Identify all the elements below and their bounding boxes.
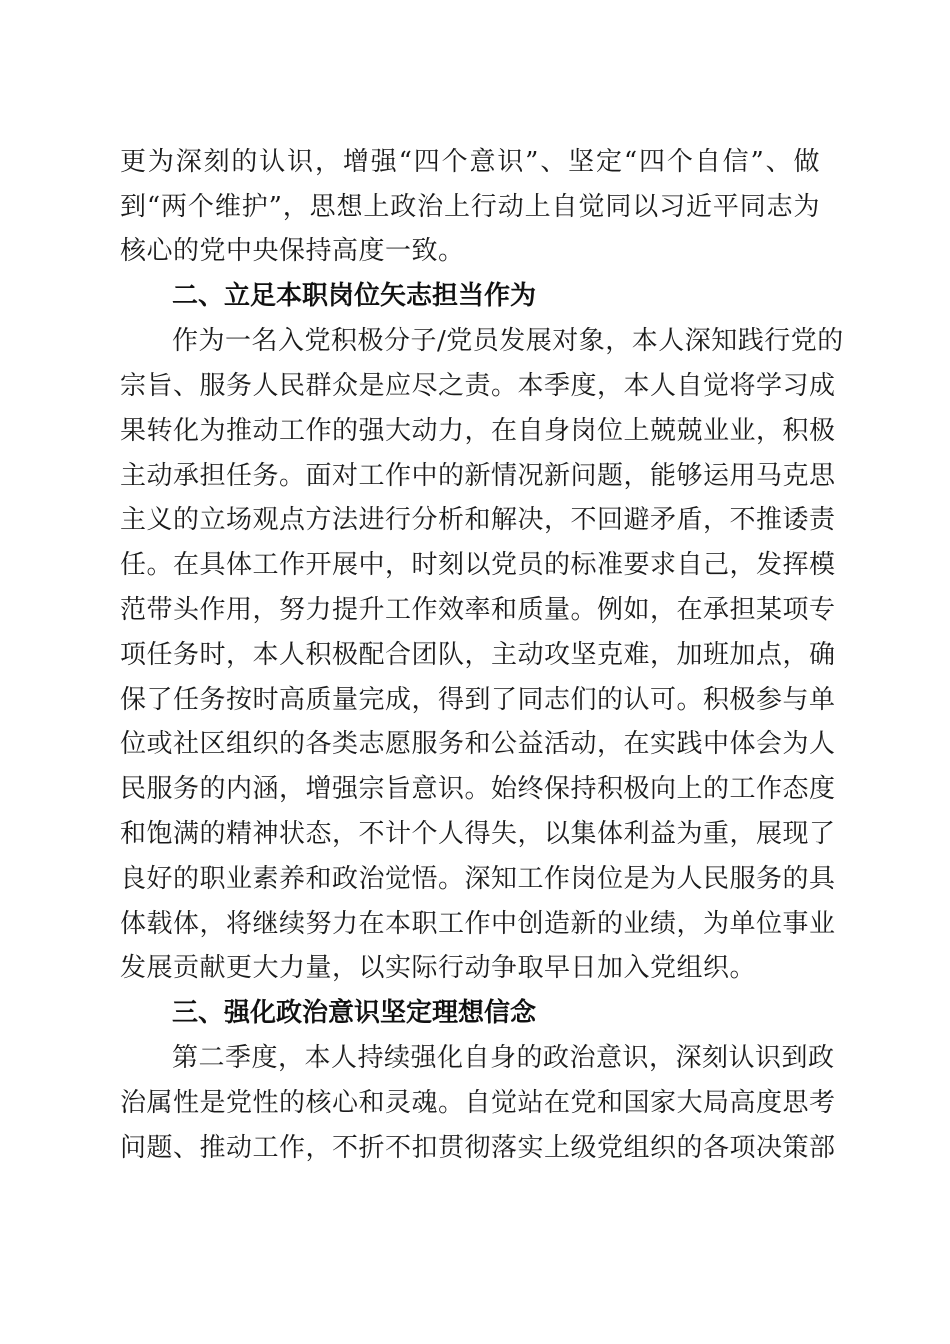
section2-line-6: 任。在具体工作开展中，时刻以党员的标准要求自己，发挥模: [120, 550, 836, 580]
section3-line-3: 问题、推动工作，不折不扣贯彻落实上级党组织的各项决策部: [120, 1133, 836, 1163]
section3-line-2: 治属性是党性的核心和灵魂。自觉站在党和国家大局高度思考: [120, 1088, 836, 1118]
intro-line-3: 核心的党中央保持高度一致。: [120, 236, 465, 266]
section2-line-12: 和饱满的精神状态，不计个人得失，以集体利益为重，展现了: [120, 819, 836, 849]
section2-line-1: 作为一名入党积极分子/党员发展对象，本人深知践行党的: [172, 326, 844, 356]
section2-line-3: 果转化为推动工作的强大动力，在自身岗位上兢兢业业，积极: [120, 416, 836, 446]
section2-line-15: 发展贡献更大力量，以实际行动争取早日加入党组织。: [120, 953, 757, 983]
section2-line-4: 主动承担任务。面对工作中的新情况新问题，能够运用马克思: [120, 461, 836, 491]
intro-line-2: 到“两个维护”，思想上政治上行动上自觉同以习近平同志为: [120, 192, 820, 222]
section-heading-3: 三、强化政治意识坚定理想信念: [172, 998, 537, 1028]
section2-line-13: 良好的职业素养和政治觉悟。深知工作岗位是为人民服务的具: [120, 864, 836, 894]
section2-line-14: 体载体，将继续努力在本职工作中创造新的业绩，为单位事业: [120, 909, 836, 939]
section2-line-5: 主义的立场观点方法进行分析和解决，不回避矛盾，不推诿责: [120, 505, 836, 535]
section3-line-1: 第二季度，本人持续强化自身的政治意识，深刻认识到政: [172, 1043, 835, 1073]
intro-line-1: 更为深刻的认识，增强“四个意识”、坚定“四个自信”、做: [120, 147, 820, 177]
section2-line-9: 保了任务按时高质量完成，得到了同志们的认可。积极参与单: [120, 685, 836, 715]
section2-line-10: 位或社区组织的各类志愿服务和公益活动，在实践中体会为人: [120, 729, 836, 759]
section2-line-8: 项任务时，本人积极配合团队，主动攻坚克难，加班加点，确: [120, 640, 836, 670]
section-heading-2: 二、立足本职岗位矢志担当作为: [172, 281, 537, 311]
section2-line-2: 宗旨、服务人民群众是应尽之责。本季度，本人自觉将学习成: [120, 371, 836, 401]
section2-line-11: 民服务的内涵，增强宗旨意识。始终保持积极向上的工作态度: [120, 774, 836, 804]
section2-line-7: 范带头作用，努力提升工作效率和质量。例如，在承担某项专: [120, 595, 836, 625]
